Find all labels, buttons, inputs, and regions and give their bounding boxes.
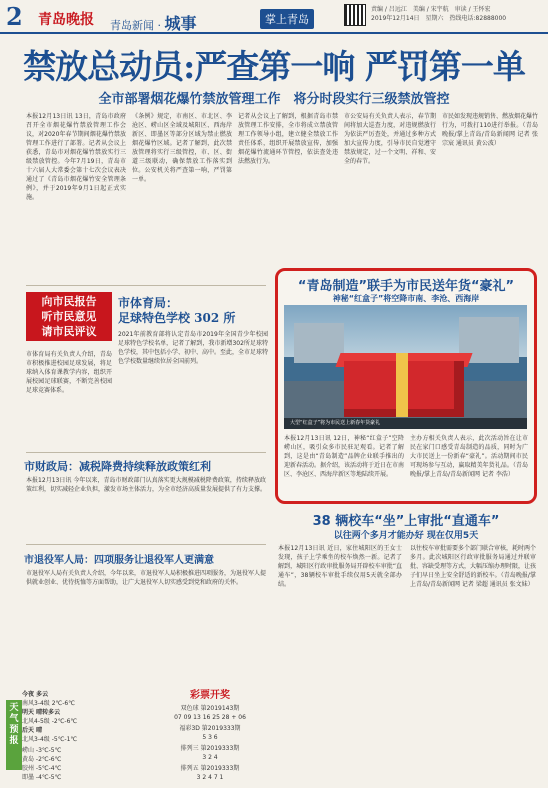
meta-line-editors: 责编 / 吕远江 美编 / 宋宇航 审读 / 王怀宏 — [371, 6, 491, 13]
section-divider — [26, 285, 266, 286]
photo-caption: 大型“红盒子”将为市民送上新春年货豪礼 — [284, 418, 527, 429]
feature-subtitle: 神秘“红盒子”将空降市南、李沧、西海岸 — [332, 294, 480, 303]
sports-title-line-2: 足球特色学校 302 所 — [118, 311, 236, 325]
main-headline: 禁放总动员:严查第一响 严罚第一单 — [23, 47, 525, 86]
weather-line: 南风3-4级 2℃-6℃ — [22, 700, 75, 707]
building — [294, 323, 344, 363]
lead-article-col-2: 《条例》规定，市南区、市北区、李沧区、崂山区全域及城阳区、西海岸新区、即墨区等部分区域为禁止燃放烟花爆竹区域。记者了解到，此次禁放管理将实行三级管控，市、区、街道三级联动，确保禁放工作落实到位。公安机关将严查第一响，严罚第一单。 — [132, 113, 232, 183]
lottery-box — [150, 690, 270, 782]
school-bus-col-2: 以往校车审批需要多个部门联合审核，耗时两个多月。此次城阳区行政审批服务局通过并联审批、容缺受理等方式，大幅压缩办理时限，让孩子们早日坐上安全舒适的新校车。（青岛晚报/掌上青岛/青岛新闻网 记者 梁超 通讯员 张文妹） — [410, 545, 536, 588]
banner-line-3: 请市民评议 — [41, 325, 97, 338]
sports-body: 2021年前教育部将认定青岛市2019年全国青少年校园足球特色学校名单，记者了解到，我市新增302所足球特色学校，其中包括小学、初中、高中。至此，全市足球特色学校数量继续位居全国前列。 — [118, 331, 268, 365]
school-bus-subheadline: 以往两个多月才能办好 现在仅用5天 — [333, 531, 479, 541]
weather-line: 胶州 -5℃-4℃ — [22, 765, 62, 772]
banner-line-2: 听市民意见 — [41, 310, 97, 323]
lottery-line: 3 2 4 7 1 — [196, 774, 224, 781]
section-divider — [26, 544, 266, 545]
weather-label: 天气预报 — [6, 700, 22, 770]
main-subheadline: 全市部署烟花爆竹禁放管理工作 将分时段实行三级禁放管控 — [98, 92, 450, 107]
page-number: 2 — [6, 2, 23, 31]
lead-article-col-3: 记者从会议上了解到，根据青岛市禁放管理工作安排，全市将成立禁放管理工作领导小组，建立健全禁放工作责任体系，组织开展禁放宣传，加强烟花爆竹流通环节管控，依法查处违法燃放行为。 — [238, 113, 338, 165]
weather-line: 明天 晴转多云 — [22, 709, 61, 716]
weather-line: 今夜 多云 — [22, 691, 49, 698]
qr-code-icon — [344, 4, 366, 26]
lottery-line: 排列五 第2019333期 — [180, 765, 240, 772]
left-column-body: 市体育局有关负责人介绍，青岛市积极推进校园足球发展，将足球纳入体育课教学内容，组织开展校园足球联赛，不断完善校园足球竞赛体系。 — [26, 351, 112, 394]
section-prefix: 青岛新闻 · — [110, 19, 165, 32]
weather-line: 即墨 -4℃-5℃ — [22, 774, 62, 781]
veterans-title: 市退役军人局：四项服务让退役军人更满意 — [24, 555, 214, 566]
banner-line-1: 向市民报告 — [41, 295, 97, 308]
weather-line: 后天 晴 — [22, 727, 43, 734]
weather-line: 北风4-5级 -2℃-6℃ — [22, 718, 78, 725]
feature-title: “青岛制造”联手为市民送年货“豪礼” — [297, 279, 515, 294]
weather-box — [22, 690, 132, 782]
lottery-line: 3 2 4 — [202, 754, 218, 761]
lottery-line: 双色球 第2019143期 — [180, 705, 240, 712]
gift-ribbon — [396, 353, 408, 417]
weather-line: 黄岛 -2℃-6℃ — [22, 756, 62, 763]
finance-title: 市财政局：减税降费持续释放政策红利 — [24, 460, 211, 473]
paper-name: 青岛晚报 — [38, 12, 94, 28]
lottery-line: 福彩3D 第2019333期 — [179, 725, 241, 732]
sports-title-line-1: 市体育局： — [118, 296, 179, 310]
lead-article-col-5: 市民如发现违规销售、燃放烟花爆竹行为，可拨打110进行举报。（青岛晚报/掌上青岛/青岛新闻网 记者 张宗宸 通讯员 黄公波） — [442, 113, 538, 147]
section-divider — [26, 452, 266, 453]
header-meta — [371, 5, 541, 23]
lead-article-col-4: 市公安局有关负责人表示，春节期间将加大巡查力度，对违规燃放行为依法严厉查处，并通过多种方式加大宣传力度，引导市民自觉遵守禁放规定，过一个文明、祥和、安全的春节。 — [344, 113, 436, 165]
section-name: 城事 — [164, 14, 197, 33]
lottery-title: 彩票开奖 — [190, 690, 230, 701]
school-bus-headline: 38 辆校车“坐”上审批“直通车” — [312, 514, 500, 529]
school-bus-col-1: 本报12月13日讯 近日，家住城阳区的王女士发现，孩子上学乘坐的校车焕然一新。记者了解到，城阳区行政审批服务局开辟校车审批“直通车”，38辆校车审批手续仅用5天就全部办结。 — [278, 545, 402, 588]
lottery-line: 07 09 13 16 25 28 + 06 — [174, 714, 246, 721]
weather-line: 崂山 -3℃-5℃ — [22, 747, 62, 754]
meta-line-date: 2019年12月14日 星期六 热线电话:82888000 — [371, 15, 507, 22]
veterans-body: 市退役军人局有关负责人介绍，今年以来，市退役军人局积极推进四项服务，为退役军人提供就业创业、优待抚恤等方面帮助，让广大退役军人切实感受到党和政府的关怀。 — [26, 570, 266, 586]
weather-line: 北风3-4级 -5℃-1℃ — [22, 736, 78, 743]
feature-box — [275, 268, 537, 504]
civic-banner — [26, 292, 112, 341]
feature-body-col-2: 主办方相关负责人表示，此次活动旨在让市民在家门口感受青岛制造的品质，同时为广大市民送上一份新春“豪礼”。活动期间市民可现场参与互动，赢取精美年货礼品。（青岛晚报/掌上青岛/青岛新闻网 记者 李浩） — [410, 435, 528, 478]
app-label: 掌上青岛 — [260, 9, 314, 29]
lottery-line: 5 3 6 — [202, 734, 218, 741]
lead-article-col-1: 本报12月13日讯 13日，青岛市政府召开全市烟花爆竹禁放管理工作会议，对2020年春节期间烟花爆竹禁放管理工作进行了部署。记者从会议上获悉，青岛市对烟花爆竹禁放实行三级禁放管控。今年7月19日，青岛市十六届人大常委会第十七次会议表决通过了《青岛市烟花爆竹安全管理条例》，并于2019年9月1日起正式实施。 — [26, 113, 126, 201]
lottery-line: 排列三 第2019333期 — [180, 745, 240, 752]
finance-body: 本报12月13日讯 今年以来，青岛市财政部门认真落实更大规模减税降费政策，持续释放政策红利，切实减轻企业负担，激发市场主体活力，为全市经济高质量发展提供了有力支撑。 — [26, 477, 266, 493]
section-label — [110, 11, 197, 34]
page-header — [0, 0, 548, 34]
feature-body-col-1: 本报12月13日讯 12日，神秘“红盒子”空降崂山区，吸引众多市民驻足观看。记者了解到，这是由“青岛制造”品牌企业联手推出的迎新春活动。据介绍，该活动将于近日在市南区、李沧区、西海岸新区等地陆续开展。 — [284, 435, 404, 478]
red-gift-box-photo — [284, 305, 527, 429]
